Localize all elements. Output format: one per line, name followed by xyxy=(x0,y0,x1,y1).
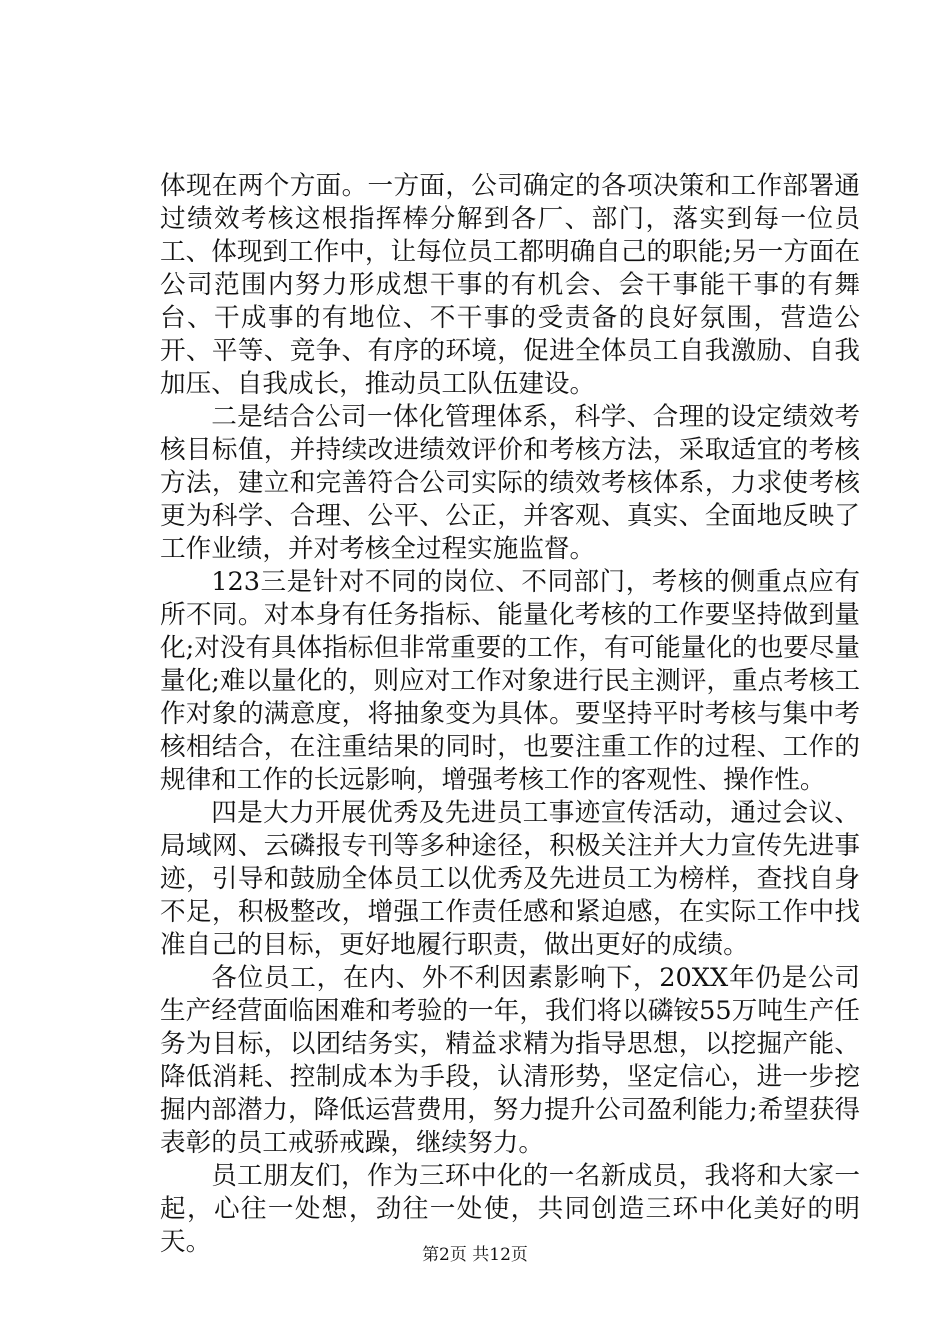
document-body xyxy=(160,170,860,1259)
page-number-footer: 第2页 共12页 xyxy=(422,1245,528,1265)
paragraph-1: 体现在两个方面。一方面，公司确定的各项决策和工作部署通过绩效考核这根指挥棒分解到各厂、部门，落实到每一位员工、体现到工作中，让每位员工都明确自己的职能;另一方面在公司范围内努力形成想干事的有机会、会干事能干事的有舞台、干成事的有地位、不干事的受责备的良好氛围，营造公开、平等、竞争、有序的环境，促进全体员工自我激励、自我加压、自我成长，推动员工队伍建设。 xyxy=(160,171,860,399)
paragraph-4: 四是大力开展优秀及先进员工事迹宣传活动，通过会议、局域网、云磷报专刊等多种途径，积极关注并大力宣传先进事迹，引导和鼓励全体员工以优秀及先进员工为榜样，查找自身不足，积极整改，增强工作责任感和紧迫感，在实际工作中找准自己的目标，更好地履行职责，做出更好的成绩。 xyxy=(160,798,860,960)
paragraph-5: 各位员工，在内、外不利因素影响下，20XX年仍是公司生产经营面临困难和考验的一年，我们将以磷铵55万吨生产任务为目标，以团结务实，精益求精为指导思想，以挖掘产能、降低消耗、控制成本为手段，认清形势，坚定信心，进一步挖掘内部潜力，降低运营费用，努力提升公司盈利能力;希望获得表彰的员工戒骄戒躁，继续努力。 xyxy=(160,963,860,1158)
paragraph-2: 二是结合公司一体化管理体系，科学、合理的设定绩效考核目标值，并持续改进绩效评价和考核方法，采取适宜的考核方法，建立和完善符合公司实际的绩效考核体系，力求使考核更为科学、合理、公平、公正，并客观、真实、全面地反映了工作业绩，并对考核全过程实施监督。 xyxy=(160,402,860,564)
paragraph-6: 员工朋友们，作为三环中化的一名新成员，我将和大家一起，心往一处想，劲往一处使，共同创造三环中化美好的明天。 xyxy=(160,1161,860,1257)
paragraph-3: 123三是针对不同的岗位、不同部门，考核的侧重点应有所不同。对本身有任务指标、能量化考核的工作要坚持做到量化;对没有具体指标但非常重要的工作，有可能量化的也要尽量量化;难以量化的，则应对工作对象进行民主测评，重点考核工作对象的满意度，将抽象变为具体。要坚持平时考核与集中考核相结合，在注重结果的同时，也要注重工作的过程、工作的规律和工作的长远影响，增强考核工作的客观性、操作性。 xyxy=(160,567,860,795)
